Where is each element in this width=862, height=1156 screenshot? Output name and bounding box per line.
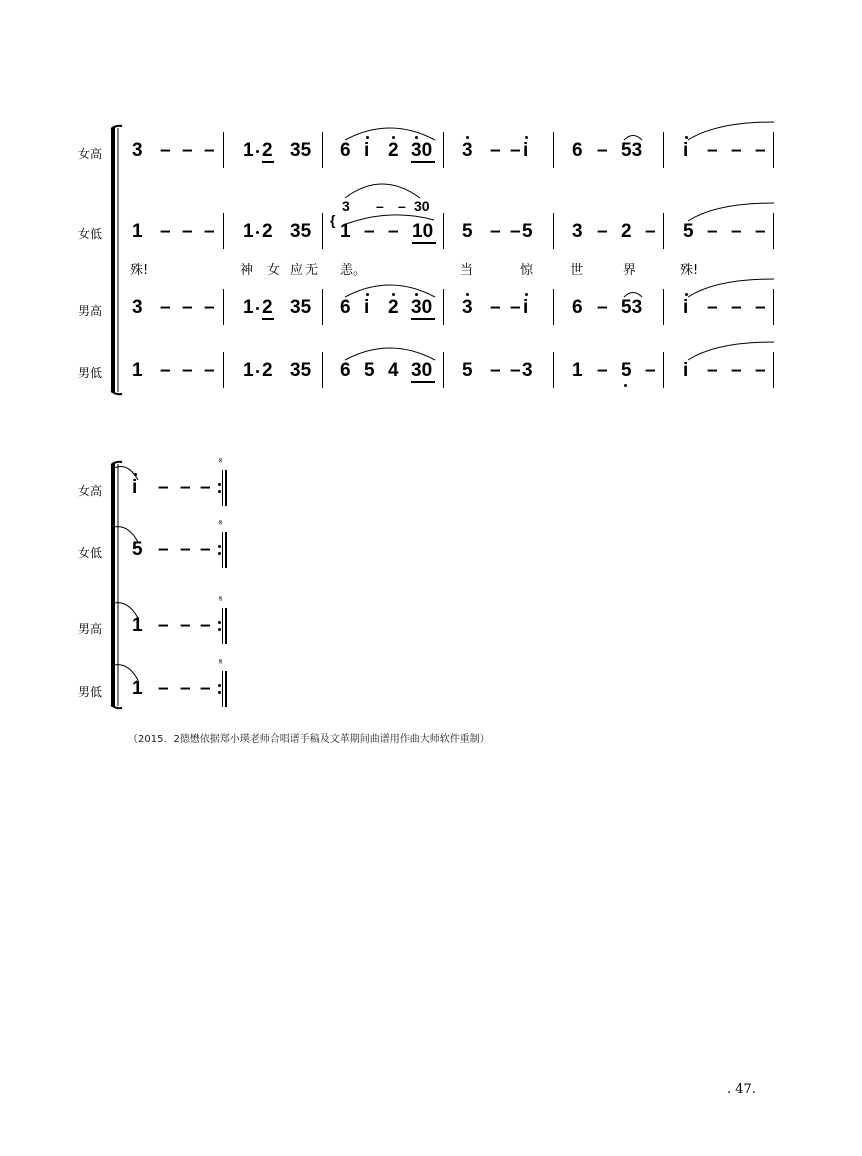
dash: – — [160, 221, 171, 242]
dash: – — [510, 360, 521, 381]
dash: – — [597, 140, 608, 161]
note: 6 — [340, 360, 351, 381]
note: i — [683, 360, 689, 381]
dash: – — [510, 297, 521, 318]
dash: – — [731, 221, 742, 242]
dash: – — [160, 140, 171, 161]
note: 2 — [262, 360, 273, 381]
note: 4 — [388, 360, 399, 381]
dash: – — [182, 360, 193, 381]
note: 35 — [290, 360, 312, 381]
tie — [686, 277, 776, 299]
note: i — [364, 297, 370, 318]
barline — [443, 213, 444, 249]
dash: – — [158, 615, 169, 636]
lyric: 殊! — [130, 263, 149, 278]
tie — [686, 340, 776, 362]
dot — [218, 483, 221, 486]
page-number: . 47. — [727, 1082, 756, 1097]
dash: – — [597, 360, 608, 381]
dash: – — [731, 140, 742, 161]
dash: – — [731, 297, 742, 318]
note: 1 — [243, 360, 254, 381]
dash: – — [204, 360, 215, 381]
slur — [340, 277, 440, 301]
dash: – — [182, 140, 193, 161]
barline — [222, 532, 223, 568]
note: 6 — [340, 140, 351, 161]
part-label-soprano: 女高 — [78, 147, 103, 161]
dot — [218, 545, 221, 548]
barline — [663, 132, 664, 168]
dot — [218, 552, 221, 555]
barline — [443, 132, 444, 168]
note: 35 — [290, 297, 312, 318]
dot — [218, 628, 221, 631]
dot — [466, 293, 469, 296]
dash: – — [182, 221, 193, 242]
dash: – — [645, 221, 656, 242]
slur — [340, 120, 440, 144]
final-barline — [225, 608, 227, 644]
part-label-tenor: 男高 — [78, 622, 103, 636]
barline — [322, 132, 323, 168]
barline — [322, 352, 323, 388]
dash: – — [707, 297, 718, 318]
tie — [112, 462, 142, 482]
note: i — [523, 140, 529, 161]
dash: – — [200, 477, 211, 498]
note: 30 — [411, 140, 433, 161]
note: 30 — [414, 198, 430, 214]
dash: – — [200, 678, 211, 699]
tie — [344, 210, 440, 226]
dash: – — [180, 477, 191, 498]
dot — [256, 150, 259, 153]
brace: { — [330, 212, 336, 228]
dash: – — [755, 297, 766, 318]
underline — [411, 318, 435, 320]
note: 5 — [364, 360, 375, 381]
dash: – — [707, 360, 718, 381]
slur — [340, 340, 440, 364]
barline — [663, 289, 664, 325]
segno-icon: 𝄋 — [219, 518, 223, 527]
system-bracket — [104, 124, 124, 396]
underline — [411, 161, 435, 163]
dash: – — [376, 198, 384, 214]
lyric: 神 — [240, 263, 254, 278]
final-barline — [225, 532, 227, 568]
dash: – — [158, 477, 169, 498]
barline — [223, 132, 224, 168]
note: 6 — [572, 140, 583, 161]
dot — [466, 136, 469, 139]
lyric: 界 — [623, 263, 637, 278]
note: 1 — [243, 140, 254, 161]
lyric: 女 — [267, 263, 281, 278]
part-label-alto: 女低 — [78, 546, 103, 560]
tie — [686, 201, 776, 223]
dot — [134, 473, 137, 476]
barline — [222, 671, 223, 707]
note: 3 — [462, 140, 473, 161]
dash: – — [731, 360, 742, 381]
note: i — [364, 140, 370, 161]
lyric: 当 — [460, 263, 474, 278]
note: 1 — [243, 221, 254, 242]
note: 2 — [262, 297, 273, 318]
barline — [553, 132, 554, 168]
part-label-soprano: 女高 — [78, 484, 103, 498]
note: 5 — [621, 360, 632, 381]
dash: – — [160, 297, 171, 318]
note: 3 — [342, 198, 350, 214]
lyric: 殊! — [680, 263, 699, 278]
barline — [773, 352, 774, 388]
note: 30 — [411, 360, 433, 381]
note: 30 — [411, 297, 433, 318]
note: 5 — [132, 539, 143, 560]
dash: – — [204, 140, 215, 161]
barline — [553, 213, 554, 249]
dash: – — [388, 221, 399, 242]
dash: – — [707, 140, 718, 161]
dot — [218, 490, 221, 493]
dash: – — [755, 360, 766, 381]
dash: – — [204, 297, 215, 318]
dash: – — [510, 140, 521, 161]
segno-icon: 𝄋 — [219, 456, 223, 465]
note: 2 — [262, 221, 273, 242]
note: 3 — [522, 360, 533, 381]
note: 1 — [572, 360, 583, 381]
note: 53 — [621, 297, 643, 318]
dash: – — [180, 678, 191, 699]
barline — [553, 289, 554, 325]
lyric: 无 — [305, 263, 319, 278]
dash: – — [364, 221, 375, 242]
lyric: 惊 — [520, 263, 534, 278]
lyric: 世 — [570, 263, 584, 278]
barline — [222, 470, 223, 506]
note: 35 — [290, 140, 312, 161]
dash: – — [158, 678, 169, 699]
underline — [412, 242, 436, 244]
dot — [218, 684, 221, 687]
underline — [411, 381, 435, 383]
barline — [322, 289, 323, 325]
barline — [223, 289, 224, 325]
note: 5 — [462, 360, 473, 381]
final-barline — [225, 671, 227, 707]
dash: – — [182, 297, 193, 318]
note: 1 — [243, 297, 254, 318]
dot — [525, 293, 528, 296]
dash: – — [755, 221, 766, 242]
note: 3 — [132, 297, 143, 318]
slur — [621, 288, 645, 298]
note: 1 — [132, 221, 143, 242]
barline — [553, 352, 554, 388]
note: 1 — [132, 360, 143, 381]
note: 1 — [132, 615, 143, 636]
barline — [223, 213, 224, 249]
lyric: 恙。 — [340, 263, 367, 278]
barline — [322, 213, 323, 249]
barline — [773, 213, 774, 249]
note: 1 — [132, 678, 143, 699]
note: i — [132, 477, 138, 498]
barline — [773, 132, 774, 168]
barline — [443, 289, 444, 325]
final-barline — [225, 470, 227, 506]
note: 10 — [412, 221, 434, 242]
dash: – — [490, 221, 501, 242]
part-label-tenor: 男高 — [78, 304, 103, 318]
dash: – — [645, 360, 656, 381]
dash: – — [180, 615, 191, 636]
note: 2 — [388, 297, 399, 318]
dash: – — [490, 140, 501, 161]
barline — [663, 352, 664, 388]
slur — [621, 131, 645, 141]
dash: – — [158, 539, 169, 560]
note: 5 — [522, 221, 533, 242]
dot — [256, 307, 259, 310]
barline — [223, 352, 224, 388]
tie — [686, 120, 776, 142]
dash: – — [180, 539, 191, 560]
underline — [262, 318, 274, 320]
dash: – — [490, 360, 501, 381]
footnote: （2015．2德懋依据郑小瑛老师合唱谱手稿及文革期间曲谱用作曲大师软件重制） — [128, 734, 490, 745]
barline — [443, 352, 444, 388]
dash: – — [398, 198, 406, 214]
lyric: 应 — [290, 263, 304, 278]
dash: – — [200, 615, 211, 636]
part-label-bass: 男低 — [78, 366, 103, 380]
note: 5 — [462, 221, 473, 242]
note: 2 — [262, 140, 273, 161]
dash: – — [510, 221, 521, 242]
segno-icon: 𝄋 — [219, 657, 223, 666]
dash: – — [160, 360, 171, 381]
dash: – — [200, 539, 211, 560]
underline — [262, 161, 274, 163]
barline — [663, 213, 664, 249]
note: 35 — [290, 221, 312, 242]
dot — [624, 384, 627, 387]
dash: – — [204, 221, 215, 242]
note: 2 — [621, 221, 632, 242]
dot — [256, 231, 259, 234]
note: 2 — [388, 140, 399, 161]
part-label-alto: 女低 — [78, 227, 103, 241]
dot — [256, 370, 259, 373]
dot — [218, 691, 221, 694]
note: 3 — [462, 297, 473, 318]
barline — [222, 608, 223, 644]
note: 6 — [340, 297, 351, 318]
barline — [773, 289, 774, 325]
dash: – — [755, 140, 766, 161]
dash: – — [707, 221, 718, 242]
note: i — [523, 297, 529, 318]
segno-icon: 𝄋 — [219, 594, 223, 603]
slur — [340, 176, 430, 200]
dash: – — [597, 221, 608, 242]
dash: – — [490, 297, 501, 318]
note: 53 — [621, 140, 643, 161]
dot — [525, 136, 528, 139]
part-label-bass: 男低 — [78, 685, 103, 699]
dot — [218, 621, 221, 624]
note: i — [683, 297, 689, 318]
note: 5 — [683, 221, 694, 242]
note: 6 — [572, 297, 583, 318]
dash: – — [597, 297, 608, 318]
note: 1 — [340, 221, 351, 242]
note: 3 — [132, 140, 143, 161]
note: i — [683, 140, 689, 161]
note: 3 — [572, 221, 583, 242]
